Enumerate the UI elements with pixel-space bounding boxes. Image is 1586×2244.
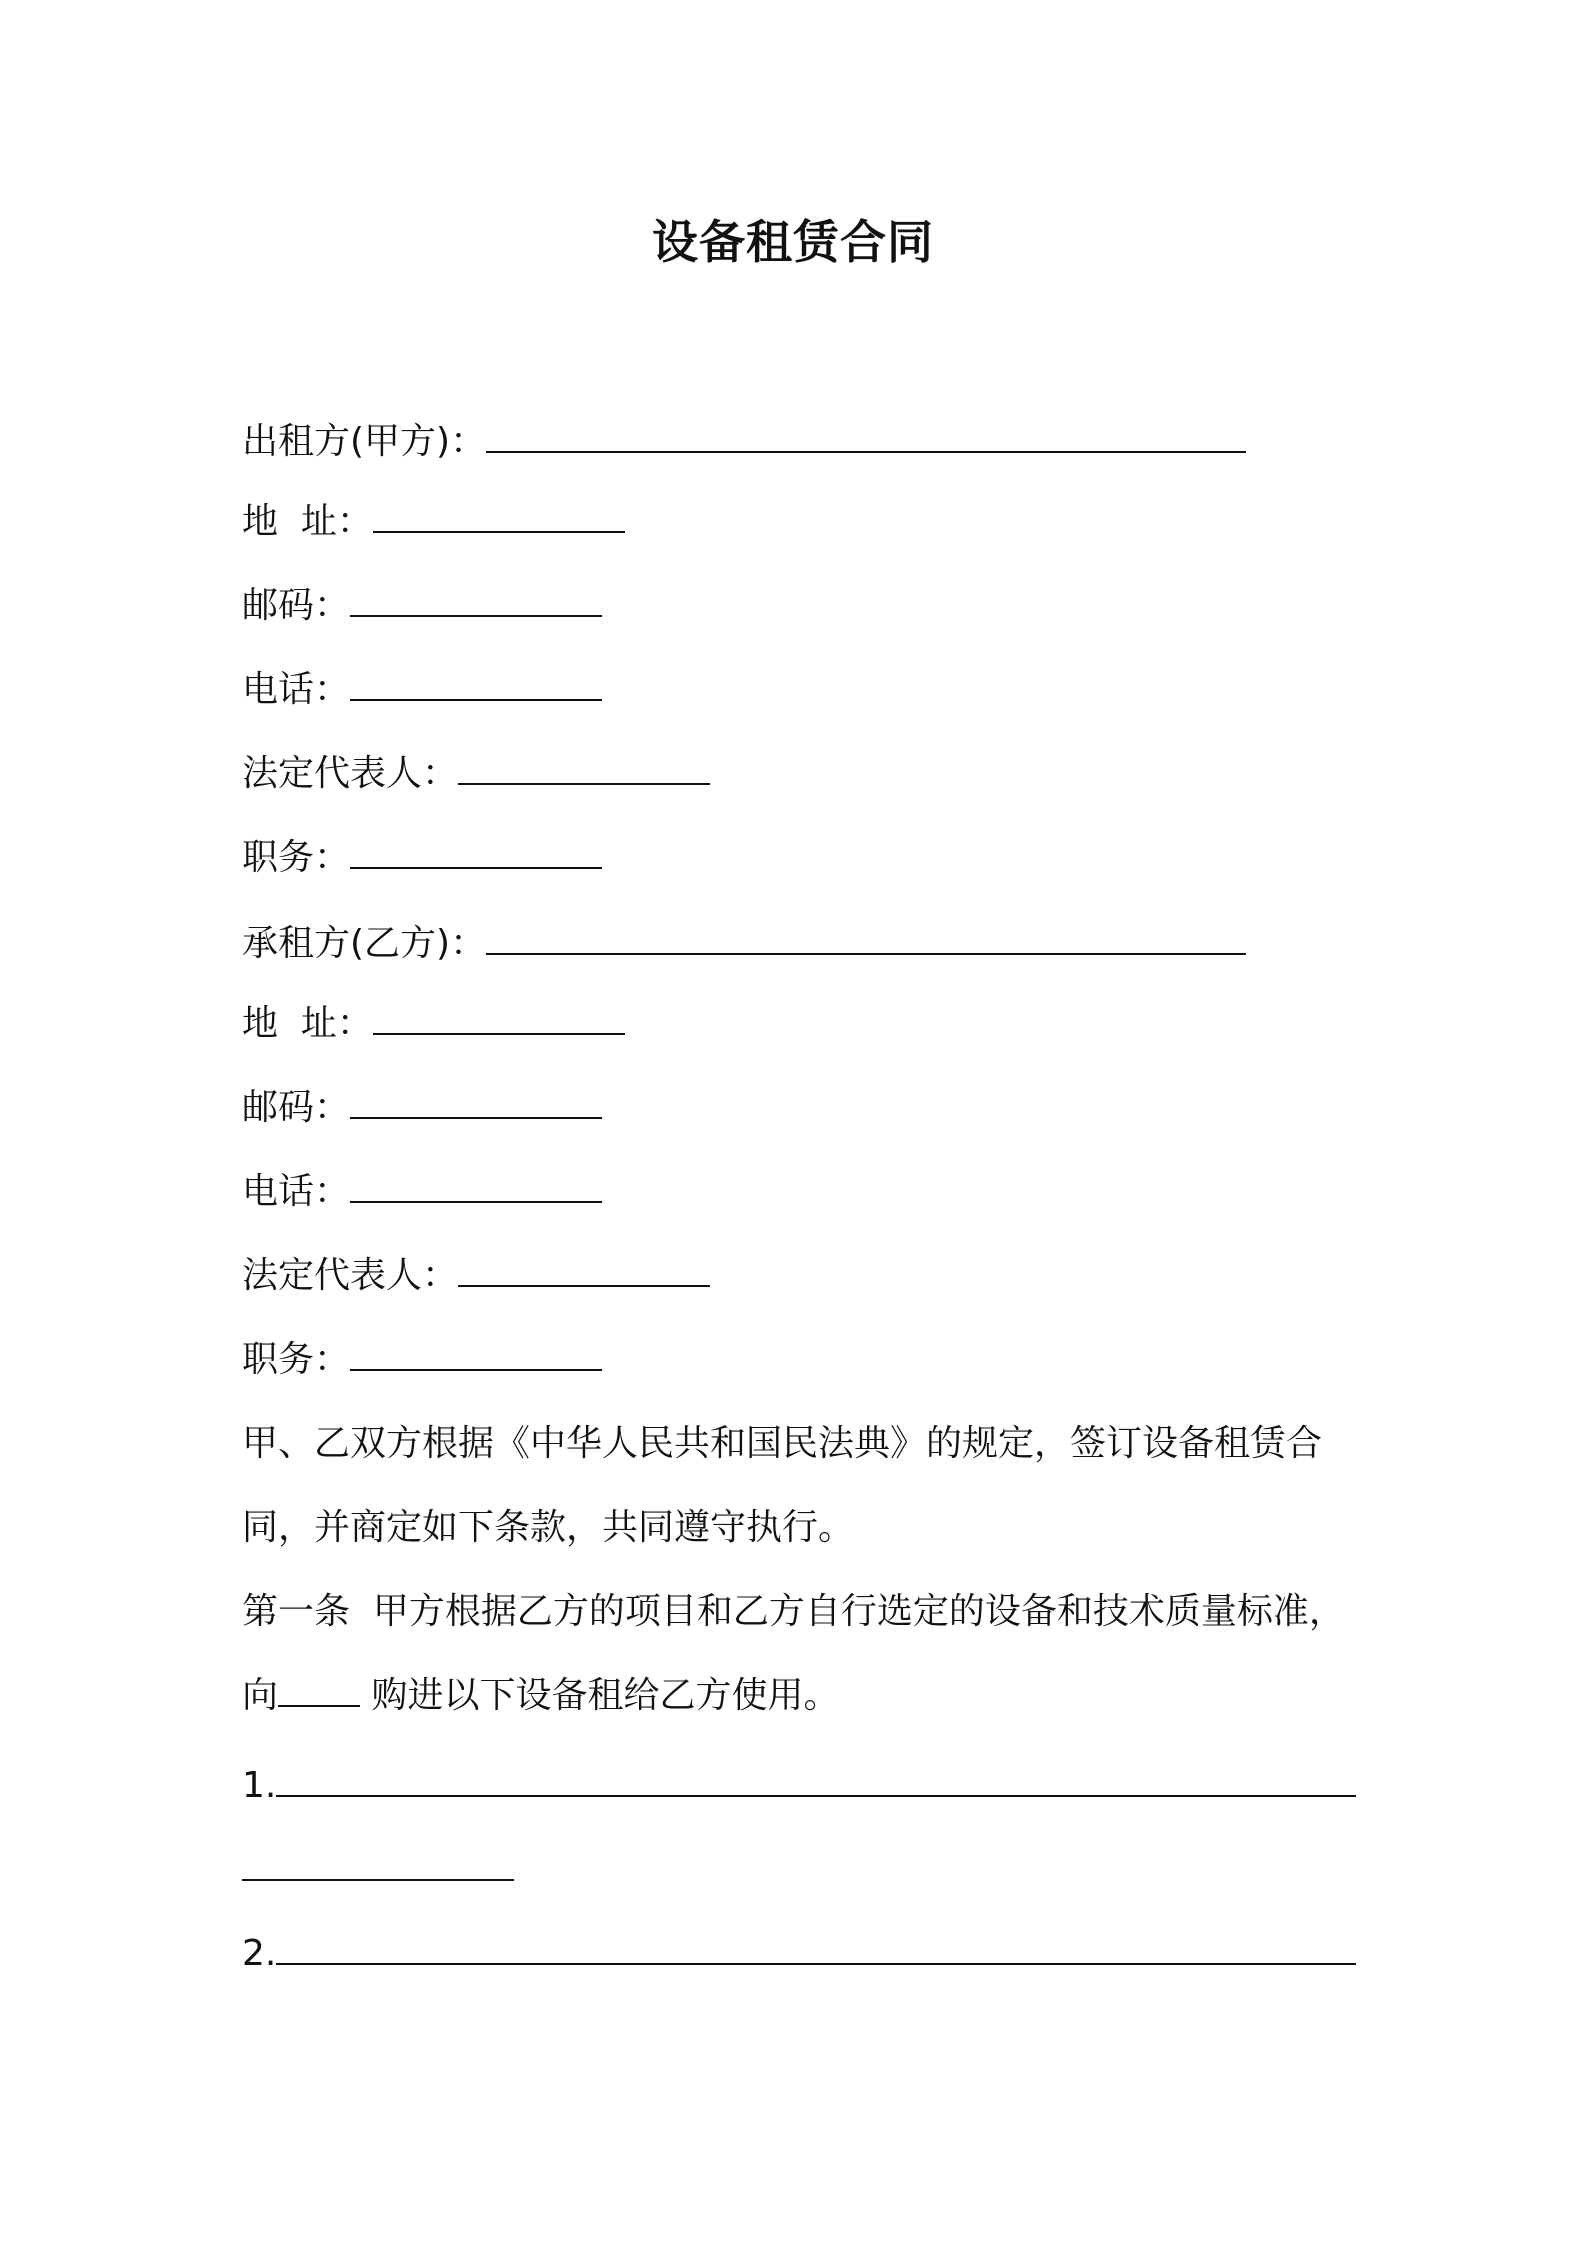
lessee-name-line	[242, 920, 1246, 968]
lessee-phone-blank[interactable]	[350, 1171, 602, 1203]
lessee-postcode-blank[interactable]	[350, 1087, 602, 1119]
lessee-postcode-line	[242, 1084, 602, 1132]
item-2-blank[interactable]	[276, 1933, 1356, 1965]
item-1-continuation-blank[interactable]	[242, 1849, 514, 1881]
item-2-number: 2.	[242, 1933, 277, 1974]
lessee-address-blank[interactable]	[373, 1003, 625, 1035]
lessor-phone-blank[interactable]	[350, 669, 602, 701]
lessee-phone-label: 电话：	[242, 1171, 351, 1212]
item-2-line	[242, 1930, 1356, 1978]
article-1-line-2	[242, 1672, 839, 1720]
article-1-line-1: 第一条 甲方根据乙方的项目和乙方自行选定的设备和技术质量标准，	[242, 1591, 1345, 1632]
lessor-position-label: 职务：	[242, 837, 351, 878]
document-title: 设备租赁合同	[652, 215, 934, 269]
article-1-prefix: 向	[242, 1675, 279, 1716]
lessor-phone-label: 电话：	[242, 669, 351, 710]
lessor-legal-rep-blank[interactable]	[458, 753, 710, 785]
lessor-position-line	[242, 834, 602, 882]
lessee-postcode-label: 邮码：	[242, 1087, 351, 1128]
lessor-postcode-line	[242, 582, 602, 630]
lessee-legal-rep-line	[242, 1252, 710, 1300]
lessee-legal-rep-label: 法定代表人：	[242, 1255, 459, 1296]
lessor-legal-rep-label: 法定代表人：	[242, 753, 459, 794]
item-1-blank[interactable]	[276, 1765, 1356, 1797]
preamble-line-1: 甲、乙双方根据《中华人民共和国民法典》的规定，签订设备租赁合	[242, 1423, 1323, 1464]
lessee-position-line	[242, 1336, 602, 1384]
item-1-line	[242, 1762, 1356, 1810]
item-1-number: 1.	[242, 1765, 277, 1806]
lessor-position-blank[interactable]	[350, 837, 602, 869]
lessee-address-label: 地 址：	[242, 1003, 373, 1044]
lessor-address-blank[interactable]	[373, 501, 625, 533]
lessor-address-label: 地 址：	[242, 501, 373, 542]
lessee-position-blank[interactable]	[350, 1339, 602, 1371]
preamble-line-2: 同，并商定如下条款，共同遵守执行。	[242, 1507, 855, 1548]
item-1-continuation	[242, 1846, 514, 1894]
lessor-name-blank[interactable]	[486, 421, 1246, 453]
lessee-name-blank[interactable]	[486, 923, 1246, 955]
article-1-suffix: 购进以下设备租给乙方使用。	[360, 1675, 840, 1716]
lessee-legal-rep-blank[interactable]	[458, 1255, 710, 1287]
lessee-label: 承租方(乙方)：	[242, 923, 487, 964]
lessor-name-line	[242, 418, 1246, 466]
lessor-phone-line	[242, 666, 602, 714]
lessee-position-label: 职务：	[242, 1339, 351, 1380]
lessor-label: 出租方(甲方)：	[242, 421, 487, 462]
lessor-legal-rep-line	[242, 750, 710, 798]
supplier-blank[interactable]	[278, 1675, 360, 1707]
lessor-address-line	[242, 498, 625, 546]
lessor-postcode-label: 邮码：	[242, 585, 351, 626]
lessee-address-line	[242, 1000, 625, 1048]
lessor-postcode-blank[interactable]	[350, 585, 602, 617]
lessee-phone-line	[242, 1168, 602, 1216]
